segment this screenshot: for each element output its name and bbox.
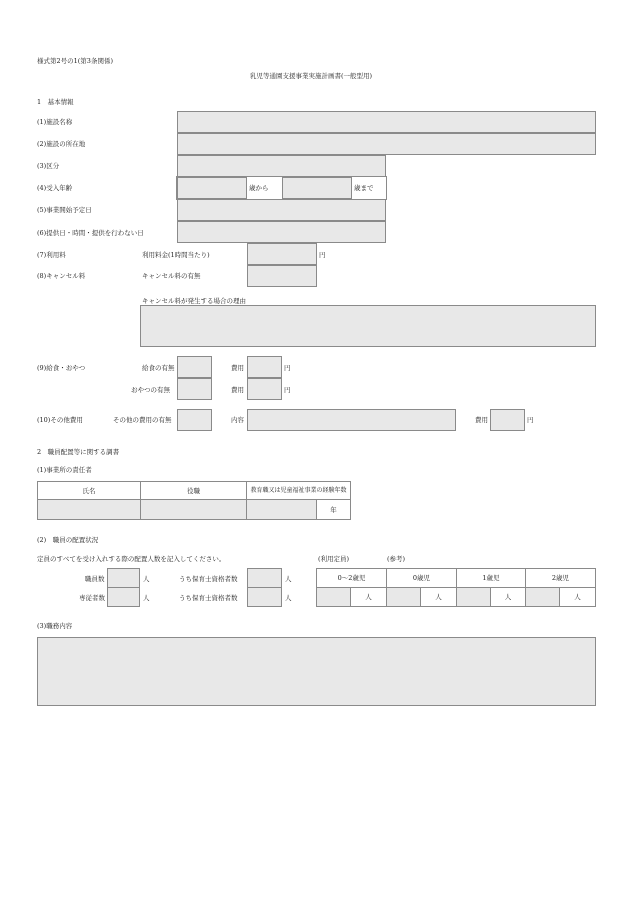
meal-presence-label: 給食の有無 — [142, 364, 175, 372]
capacity-0-2-field[interactable] — [316, 587, 351, 607]
cancel-reason-label: キャンセル料が発生する場合の理由 — [142, 297, 246, 305]
staff-qualified-label: うち保育士資格者数 — [179, 575, 238, 583]
facility-address-label: (2)施設の所在地 — [37, 140, 86, 148]
snack-presence-field[interactable] — [177, 378, 212, 400]
age-header-2: 2歳児 — [525, 568, 596, 588]
other-fees-content-field[interactable] — [247, 409, 456, 431]
category-field[interactable] — [177, 155, 386, 177]
cancel-fee-label: (8)キャンセル料 — [37, 272, 86, 280]
meal-cost-field[interactable] — [247, 356, 282, 378]
snack-cost-label: 費用 — [231, 386, 244, 394]
cancel-fee-presence-label: キャンセル料の有無 — [142, 272, 201, 280]
other-fees-cost-field[interactable] — [490, 409, 525, 431]
service-days-label: (6)提供日・時間・提供を行わない日 — [37, 229, 144, 237]
document-title: 乳児等通園支援事業実施計画書(一般型用) — [250, 72, 373, 80]
fulltime-count-unit: 人 — [143, 594, 150, 602]
manager-role-field[interactable] — [140, 499, 247, 520]
staff-placement-note: 定員のすべてを受け入れする際の配置人数を記入してください。 — [37, 555, 226, 563]
meal-cost-label: 費用 — [231, 364, 244, 372]
duties-field[interactable] — [37, 637, 596, 706]
hourly-fee-label: 利用料金(1時間当たり) — [142, 251, 210, 259]
snack-presence-label: おやつの有無 — [131, 386, 170, 394]
age-header-1: 1歳児 — [456, 568, 526, 588]
staff-qualified-unit: 人 — [285, 575, 292, 583]
facility-address-field[interactable] — [177, 133, 596, 155]
other-fees-cost-label: 費用 — [475, 416, 488, 424]
capacity-1-unit: 人 — [490, 587, 526, 607]
duties-subheading: (3)職務内容 — [37, 622, 73, 630]
other-fees-presence-field[interactable] — [177, 409, 212, 431]
age-from-unit: 歳から — [249, 184, 269, 192]
capacity-2-unit: 人 — [559, 587, 596, 607]
cancel-reason-field[interactable] — [140, 305, 596, 347]
fulltime-qualified-label: うち保育士資格者数 — [179, 594, 238, 602]
meal-snack-label: (9)給食・おやつ — [37, 364, 86, 372]
age-header-0-2: 0～2歳児 — [316, 568, 387, 588]
meal-cost-unit: 円 — [284, 364, 291, 372]
capacity-0-unit: 人 — [420, 587, 457, 607]
age-row-border — [176, 176, 387, 200]
capacity-0-2-unit: 人 — [350, 587, 387, 607]
facility-name-field[interactable] — [177, 111, 596, 133]
staff-count-field[interactable] — [107, 568, 140, 588]
fee-label: (7)利用料 — [37, 251, 66, 259]
start-date-field[interactable] — [177, 199, 386, 221]
staff-count-label: 職員数 — [85, 575, 105, 583]
facility-name-label: (1)施設名称 — [37, 118, 73, 126]
section2-heading: 2 職員配置等に関する調書 — [37, 448, 120, 456]
capacity-1-field[interactable] — [456, 587, 491, 607]
other-fees-content-label: 内容 — [231, 416, 244, 424]
fulltime-count-field[interactable] — [107, 587, 140, 607]
staff-count-unit: 人 — [143, 575, 150, 583]
col-name-header: 氏名 — [37, 481, 141, 500]
reference-label: (参考) — [387, 555, 406, 563]
meal-presence-field[interactable] — [177, 356, 212, 378]
col-role-header: 役職 — [140, 481, 247, 500]
manager-years-field[interactable] — [246, 499, 317, 520]
service-days-field[interactable] — [177, 221, 386, 243]
other-fees-label: (10)その他費用 — [37, 416, 83, 424]
col-years-header: 教育職又は児童福祉事業の経験年数 — [246, 481, 351, 500]
other-fees-presence-label: その他の費用の有無 — [113, 416, 172, 424]
capacity-0-field[interactable] — [386, 587, 421, 607]
section1-heading: 1 基本情報 — [37, 98, 74, 106]
form-number: 様式第2号の1(第3条関係) — [37, 57, 113, 65]
accept-age-label: (4)受入年齢 — [37, 184, 73, 192]
snack-cost-field[interactable] — [247, 378, 282, 400]
capacity-2-field[interactable] — [525, 587, 560, 607]
other-fees-cost-unit: 円 — [527, 416, 534, 424]
hourly-fee-unit: 円 — [319, 251, 326, 259]
manager-name-field[interactable] — [37, 499, 141, 520]
start-date-label: (5)事業開始予定日 — [37, 206, 92, 214]
staff-qualified-field[interactable] — [247, 568, 282, 588]
snack-cost-unit: 円 — [284, 386, 291, 394]
fulltime-count-label: 専従者数 — [79, 594, 105, 602]
staff-placement-subheading: (2) 職員の配置状況 — [37, 536, 99, 544]
age-header-0: 0歳児 — [386, 568, 457, 588]
capacity-label: (利用定員) — [318, 555, 350, 563]
fulltime-qualified-unit: 人 — [285, 594, 292, 602]
category-label: (3)区分 — [37, 162, 60, 170]
fulltime-qualified-field[interactable] — [247, 587, 282, 607]
manager-years-unit: 年 — [316, 499, 351, 520]
cancel-fee-presence-field[interactable] — [247, 265, 317, 287]
age-to-unit: 歳まで — [354, 184, 374, 192]
manager-subheading: (1)事業所の責任者 — [37, 466, 92, 474]
hourly-fee-field[interactable] — [247, 243, 317, 265]
